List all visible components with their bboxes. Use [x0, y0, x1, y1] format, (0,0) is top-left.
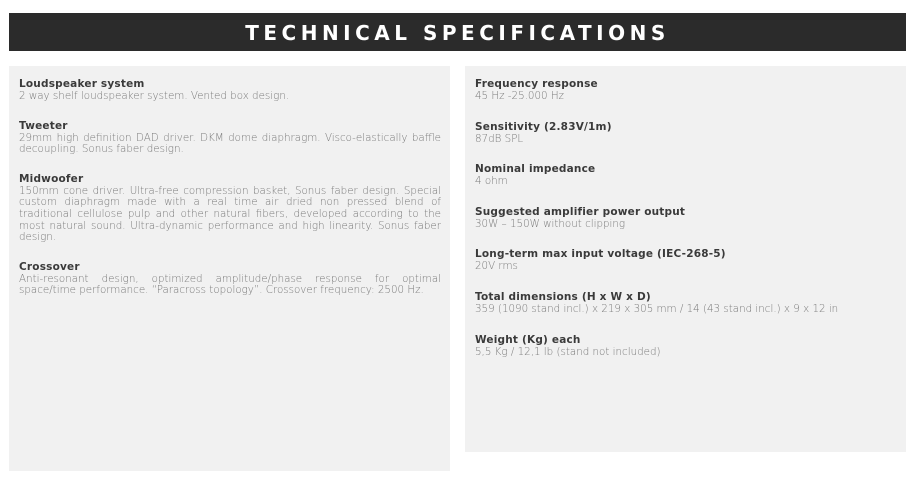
spec-label: Midwoofer: [19, 172, 84, 185]
spec-sensitivity: [475, 121, 897, 146]
spec-value: 5,5 Kg / 12,1 lb (stand not included): [475, 345, 661, 358]
spec-midwoofer: [19, 173, 441, 244]
spec-value: 29mm high definition DAD driver. DKM dome diaphragm. Visco-elastically baffle decoupling. Sonus faber design.: [19, 131, 441, 156]
spec-value: 45 Hz -25.000 Hz: [475, 90, 564, 102]
spec-label: Nominal impedance: [475, 163, 596, 176]
header-bar: [9, 13, 906, 51]
spec-value: 2 way shelf loudspeaker system. Vented box design.: [19, 90, 290, 102]
spec-label: Sensitivity (2.83V/1m): [475, 120, 612, 133]
spec-total-dimensions: [475, 291, 897, 316]
spec-amplifier-power: [475, 206, 897, 231]
spec-crossover: [19, 261, 441, 297]
spec-nominal-impedance: [475, 163, 897, 188]
spec-value: 20V rms: [475, 260, 518, 273]
spec-max-input-voltage: [475, 248, 897, 273]
specs-panel-right: [465, 66, 906, 452]
spec-label: Long-term max input voltage (IEC-268-5): [475, 248, 726, 261]
spec-label: Frequency response: [475, 78, 598, 90]
page-title: TECHNICAL SPECIFICATIONS: [245, 20, 670, 45]
spec-loudspeaker-system: [19, 78, 441, 103]
spec-tweeter: [19, 120, 441, 156]
spec-label: Tweeter: [19, 119, 68, 132]
specs-panel-left: [9, 66, 450, 471]
spec-value: 359 (1090 stand incl.) x 219 x 305 mm / 14 (43 stand incl.) x 9 x 12 in: [475, 302, 839, 315]
spec-value: 87dB SPL: [475, 132, 524, 145]
spec-label: Weight (Kg) each: [475, 333, 581, 346]
spec-label: Suggested amplifier power output: [475, 205, 686, 218]
spec-weight: [475, 334, 897, 359]
spec-frequency-response: [475, 78, 897, 103]
spec-label: Crossover: [19, 260, 80, 273]
spec-label: Loudspeaker system: [19, 78, 145, 90]
spec-value: 30W – 150W without clipping: [475, 217, 626, 230]
spec-value: 150mm cone driver. Ultra-free compression basket, Sonus faber design. Special custom diaphragm made with a real time air dried non pressed blend of traditional cellulose pulp and other natural fibers, developed according to the most natural sound. Ultra-dynamic performance and high linearity. Sonus faber design.: [19, 184, 441, 244]
spec-label: Total dimensions (H x W x D): [475, 290, 651, 303]
spec-value: Anti-resonant design, optimized amplitude/phase response for optimal space/time performance. “Paracross topology”. Crossover frequency: 2500 Hz.: [19, 272, 441, 297]
spec-value: 4 ohm: [475, 175, 508, 188]
